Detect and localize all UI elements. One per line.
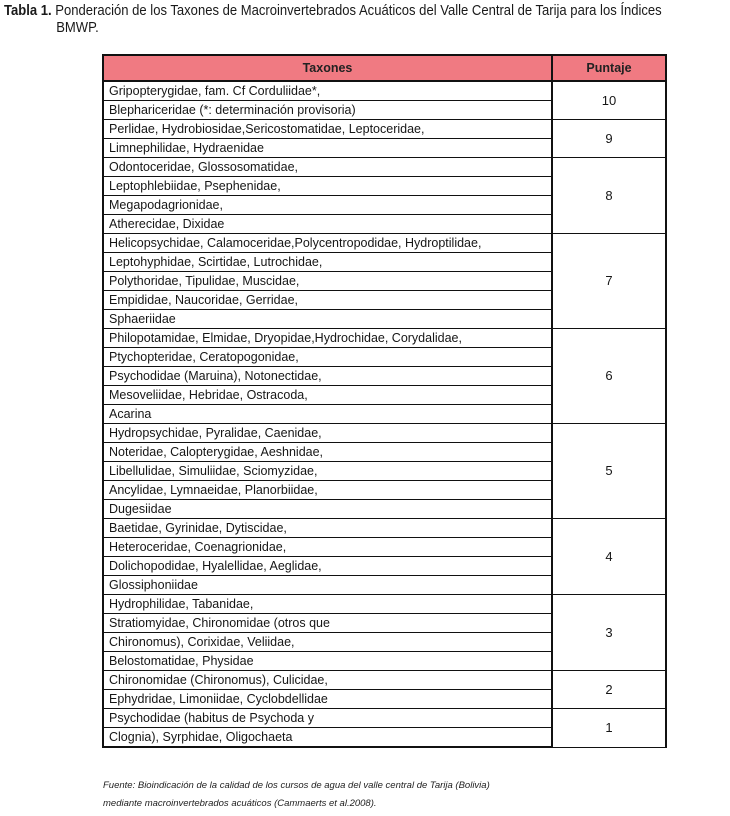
taxa-cell: Ancylidae, Lymnaeidae, Planorbiidae, — [103, 481, 552, 500]
table-row — [103, 519, 666, 538]
caption-text-line2: BMWP. — [56, 20, 99, 36]
score-cell: 9 — [552, 120, 666, 158]
header-taxones: Taxones — [103, 55, 552, 81]
taxa-cell: Ephydridae, Limoniidae, Cyclobdellidae — [103, 690, 552, 709]
taxa-cell: Noteridae, Calopterygidae, Aeshnidae, — [103, 443, 552, 462]
taxa-cell: Baetidae, Gyrinidae, Dytiscidae, — [103, 519, 552, 538]
table-row — [103, 709, 666, 728]
taxa-cell: Heteroceridae, Coenagrionidae, — [103, 538, 552, 557]
caption-text: Ponderación de los Taxones de Macroinvertebrados Acuáticos del Valle Central de Tarija para los Índices — [51, 3, 662, 19]
taxa-cell: Clognia), Syrphidae, Oligochaeta — [103, 728, 552, 748]
score-cell: 1 — [552, 709, 666, 748]
table-row — [103, 81, 666, 101]
source-note — [103, 777, 490, 813]
taxa-cell: Libellulidae, Simuliidae, Sciomyzidae, — [103, 462, 552, 481]
score-cell: 3 — [552, 595, 666, 671]
taxa-cell: Blephariceridae (*: determinación provisoria) — [103, 101, 552, 120]
table-row — [103, 595, 666, 614]
taxa-cell: Chironomidae (Chironomus), Culicidae, — [103, 671, 552, 690]
table-body — [103, 81, 666, 747]
taxa-cell: Hydrophilidae, Tabanidae, — [103, 595, 552, 614]
taxa-cell: Stratiomyidae, Chironomidae (otros que — [103, 614, 552, 633]
table-header-row — [103, 55, 666, 81]
caption-label: Tabla 1. — [4, 3, 52, 19]
taxa-cell: Acarina — [103, 405, 552, 424]
taxa-cell: Helicopsychidae, Calamoceridae,Polycentropodidae, Hydroptilidae, — [103, 234, 552, 253]
score-cell: 6 — [552, 329, 666, 424]
taxa-cell: Sphaeriidae — [103, 310, 552, 329]
taxa-cell: Belostomatidae, Physidae — [103, 652, 552, 671]
score-cell: 4 — [552, 519, 666, 595]
taxa-cell: Chironomus), Corixidae, Veliidae, — [103, 633, 552, 652]
taxa-cell: Psychodidae (habitus de Psychoda y — [103, 709, 552, 728]
taxa-cell: Megapodagrionidae, — [103, 196, 552, 215]
taxa-cell: Leptohyphidae, Scirtidae, Lutrochidae, — [103, 253, 552, 272]
table-row — [103, 158, 666, 177]
score-cell: 2 — [552, 671, 666, 709]
taxa-cell: Dolichopodidae, Hyalellidae, Aeglidae, — [103, 557, 552, 576]
taxa-cell: Atherecidae, Dixidae — [103, 215, 552, 234]
score-cell: 8 — [552, 158, 666, 234]
taxa-cell: Limnephilidae, Hydraenidae — [103, 139, 552, 158]
taxa-cell: Gripopterygidae, fam. Cf Corduliidae*, — [103, 81, 552, 101]
score-cell: 7 — [552, 234, 666, 329]
bmwp-table — [102, 54, 667, 748]
taxa-cell: Philopotamidae, Elmidae, Dryopidae,Hydrochidae, Corydalidae, — [103, 329, 552, 348]
table-row — [103, 120, 666, 139]
table-row — [103, 329, 666, 348]
taxa-cell: Ptychopteridae, Ceratopogonidae, — [103, 348, 552, 367]
table-row — [103, 424, 666, 443]
table-row — [103, 671, 666, 690]
source-line-2: mediante macroinvertebrados acuáticos (Cammaerts et al.2008). — [103, 798, 377, 809]
taxa-cell: Mesoveliidae, Hebridae, Ostracoda, — [103, 386, 552, 405]
taxa-cell: Empididae, Naucoridae, Gerridae, — [103, 291, 552, 310]
taxa-cell: Perlidae, Hydrobiosidae,Sericostomatidae, Leptoceridae, — [103, 120, 552, 139]
table-caption — [4, 3, 729, 37]
taxa-cell: Psychodidae (Maruina), Notonectidae, — [103, 367, 552, 386]
taxa-cell: Odontoceridae, Glossosomatidae, — [103, 158, 552, 177]
taxa-cell: Polythoridae, Tipulidae, Muscidae, — [103, 272, 552, 291]
table-row — [103, 234, 666, 253]
taxa-cell: Leptophlebiidae, Psephenidae, — [103, 177, 552, 196]
source-line-1: Fuente: Bioindicación de la calidad de los cursos de agua del valle central de Tarija (Bolivia) — [103, 780, 490, 791]
taxa-cell: Hydropsychidae, Pyralidae, Caenidae, — [103, 424, 552, 443]
score-cell: 10 — [552, 81, 666, 120]
taxa-cell: Dugesiidae — [103, 500, 552, 519]
score-cell: 5 — [552, 424, 666, 519]
taxa-cell: Glossiphoniidae — [103, 576, 552, 595]
header-puntaje: Puntaje — [552, 55, 666, 81]
